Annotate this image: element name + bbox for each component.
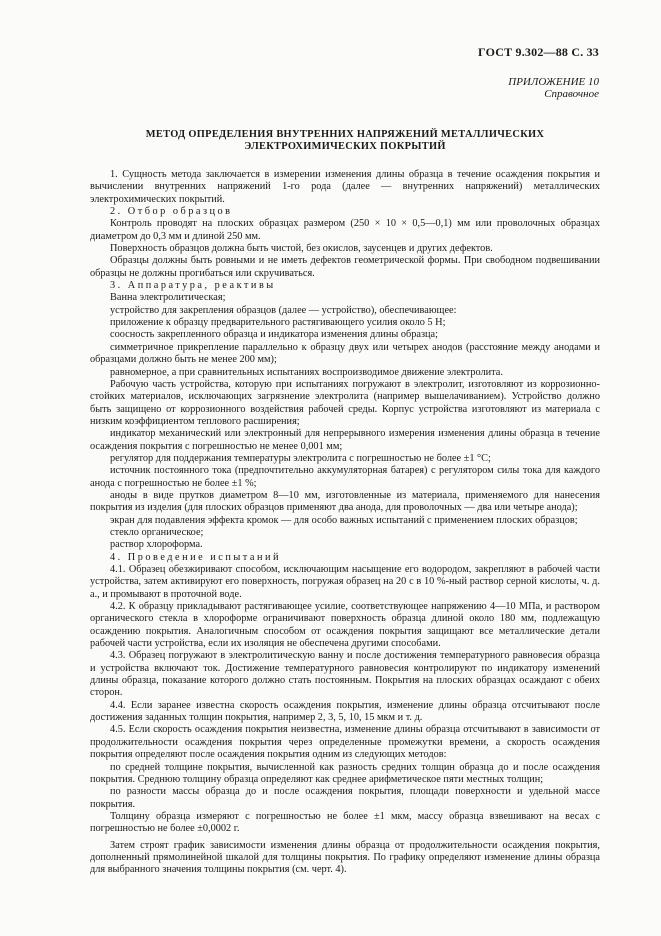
document-title — [90, 129, 600, 152]
paragraph: стекло органическое; — [110, 526, 204, 538]
paragraph: симметричное прикрепление параллельно к образцу двух или четырех анодов (расстояние между анодами и образцами должно быть не менее 200 мм); — [90, 341, 600, 366]
section-heading: 2. Отбор образцов — [110, 206, 233, 218]
paragraph: источник постоянного тока (предпочтительно аккумуляторная батарея) с регулятором силы тока для каждого анода с погрешностью не более ±1 %; — [90, 465, 600, 489]
paragraph: 4.5. Если скорость осаждения покрытия неизвестна, изменение длины образца отсчитывают в зависимости от продолжительности осаждения покрытия через определенные промежутки времени, а скорость осаждения покрытия определяют после осаждения покрытия одним из следующих методов: — [90, 724, 600, 761]
section-heading: 3. Аппаратура, реактивы — [110, 280, 276, 292]
appendix-note: Справочное — [544, 88, 599, 100]
paragraph: по средней толщине покрытия, вычисленной как разность средних толщин образца до и после осаждения покрытия. Среднюю толщину образца определяют как среднее арифметическое пяти местных толщин; — [90, 761, 600, 785]
paragraph: Контроль проводят на плоских образцах размером (250 × 10 × 0,5—0,1) мм или проволочных образцах диаметром до 0,3 мм и длиной 250 мм. — [90, 218, 600, 242]
paragraph: экран для подавления эффекта кромок — для особо важных испытаний с применением плоских образцов; — [110, 514, 578, 526]
paragraph: 4.4. Если заранее известна скорость осаждения покрытия, изменение длины образца отсчитывают после достижения заданных толщин покрытия, например 2, 3, 5, 10, 15 мкм и т. д. — [90, 699, 600, 724]
paragraph: 4.1. Образец обезжиривают способом, исключающим насыщение его водородом, закрепляют в рабочей части устройства, затем активируют его поверхность, погружая образец на 20 с в 10 %-ный раствор серной кислоты, ч. д. а., и промывают в проточной воде. — [90, 564, 600, 600]
paragraph: соосность закрепленного образца и индикатора изменения длины образца; — [110, 329, 438, 341]
appendix-block — [508, 76, 599, 100]
paragraph: Ванна электролитическая; — [110, 292, 226, 304]
appendix-label: ПРИЛОЖЕНИЕ 10 — [508, 76, 599, 88]
paragraph: по разности массы образца до и после осаждения покрытия, площади поверхности и удельной массе покрытия. — [90, 786, 600, 810]
paragraph: индикатор механический или электронный для непрерывного измерения изменения длины образца в течение осаждения покрытия с погрешностью не менее 0,001 мм; — [90, 428, 600, 452]
title-line-1: МЕТОД ОПРЕДЕЛЕНИЯ ВНУТРЕННИХ НАПРЯЖЕНИЙ МЕТАЛЛИЧЕСКИХ — [145, 129, 545, 140]
paragraph: приложение к образцу предварительного растягивающего усилия около 5 Н; — [110, 317, 446, 329]
paragraph: 1. Сущность метода заключается в измерении изменения длины образца в течение осаждения покрытия и вычислении внутренних напряжений 1-го рода (далее — внутренних напряжений) металлических электрохимических покрытий. — [90, 169, 600, 205]
paragraph: 4.3. Образец погружают в электролитическую ванну и после достижения температурного равновесия образца и устройства включают ток. Достижение температурного равновесия контролируют по индикатору изменений длины образца, показание которого должно стать постоянным. Покрытия на плоских образцах осаждают с обеих сторон. — [90, 650, 600, 699]
document-body — [90, 169, 600, 877]
title-line-2: ЭЛЕКТРОХИМИЧЕСКИХ ПОКРЫТИЙ — [244, 140, 446, 152]
paragraph: равномерное, а при сравнительных испытаниях воспроизводимое движение электролита. — [110, 366, 503, 378]
paragraph: регулятор для поддержания температуры электролита с погрешностью не более ±1 °С; — [110, 452, 491, 464]
paragraph: раствор хлороформа. — [110, 539, 203, 551]
paragraph: устройство для закрепления образцов (далее — устройство), обеспечивающее: — [110, 304, 457, 316]
paragraph: 4.2. К образцу прикладывают растягивающее усилие, соответствующее напряжению 4—10 МПа, и раствором органического стекла в хлороформе ограничивают поверхность образца длиной около 180 мм, подлежащую осаждению покрытия. Аналогичным способом от осаждения покрытия защищают все металлические детали рабочей части устройства, если их изоляция не обеспечена другими способами. — [90, 601, 600, 650]
paragraph: Поверхность образцов должна быть чистой, без окислов, заусенцев и других дефектов. — [110, 243, 493, 255]
paragraph: Затем строят график зависимости изменения длины образца от продолжительности осаждения покрытия, дополненный прямолинейной шкалой для толщины покрытия. По графику определяют изменение длины образца для выбранного значения толщины покрытия (см. черт. 4). — [90, 839, 600, 876]
section-heading: 4. Проведение испытаний — [110, 551, 281, 563]
paragraph: Образцы должны быть ровными и не иметь дефектов геометрической формы. При свободном подвешивании образцы не должны прогибаться или скручиваться. — [90, 255, 600, 279]
paragraph: аноды в виде прутков диаметром 8—10 мм, изготовленные из материала, применяемого для нанесения покрытия из изделия (для плоских образцов применяют два анода, для проволочных — два или четыре анода); — [90, 489, 600, 514]
page-header: ГОСТ 9.302—88 С. 33 — [478, 45, 599, 59]
paragraph: Толщину образца измеряют с погрешностью не более ±1 мкм, массу образца взвешивают на весах с погрешностью не более ±0,0002 г. — [90, 810, 600, 835]
paragraph: Рабочую часть устройства, которую при испытаниях погружают в электролит, изготовляют из коррозионно-стойких материалов, исключающих загрязнение электролита (например вышелачиванием). Устройство должно быть защищено от коррозионного воздействия рабочей среды. Корпус устройства изготовляют из материала с низким коэффициентом теплового расширения; — [90, 378, 600, 427]
